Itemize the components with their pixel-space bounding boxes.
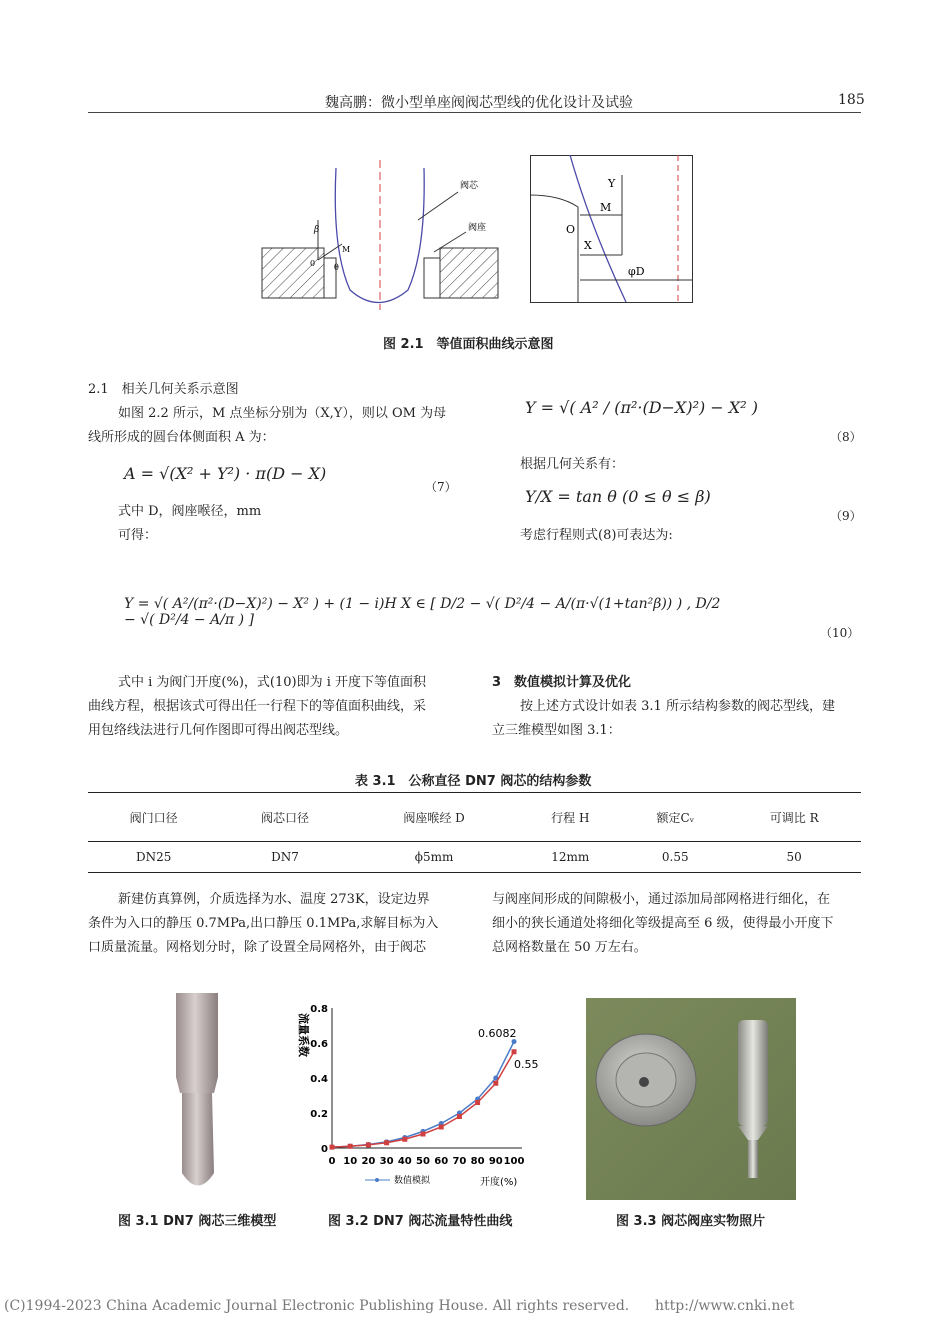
o-label-right: O <box>566 223 576 236</box>
para-left-line1: 式中 i 为阀门开度(%)，式(10)即为 i 开度下等值面积 <box>118 675 427 690</box>
running-title: 魏高鹏：微小型单座阀阀芯型线的优化设计及试验 <box>325 95 633 111</box>
valve-spool <box>738 1020 768 1126</box>
y-label: Y <box>608 177 616 190</box>
data-point <box>457 1114 462 1119</box>
y-tick-label: 0.6 <box>310 1039 328 1050</box>
x-tick-label: 60 <box>434 1156 449 1167</box>
theta-label: θ <box>334 263 339 272</box>
table-header-cell: 阀芯口径 <box>219 793 350 842</box>
table-header-cell: 阀门口径 <box>88 793 219 842</box>
table-header-cell: 可调比 R <box>727 793 861 842</box>
sim-left-line1: 新建仿真算例，介质选择为水、温度 273K，设定边界 <box>118 892 430 907</box>
travel-text: 考虑行程则式(8)可表达为: <box>520 528 673 543</box>
x-axis-label: 开度(%) <box>480 1177 518 1188</box>
header-rule <box>88 112 861 113</box>
geometry-text: 根据几何关系有： <box>520 457 625 472</box>
x-tick-label: 0 <box>328 1156 336 1167</box>
data-point <box>366 1142 371 1147</box>
parameter-table <box>88 792 861 873</box>
section-3-heading: 3 数值模拟计算及优化 <box>492 675 632 690</box>
data-point <box>402 1137 407 1142</box>
table-cell: DN7 <box>219 842 350 873</box>
x-tick-label: 70 <box>452 1156 467 1167</box>
seat-label: 阀座 <box>468 223 487 233</box>
y-axis-label: 流量系数 <box>297 1013 310 1057</box>
x-tick-label: 10 <box>343 1156 358 1167</box>
table-cell: DN25 <box>88 842 219 873</box>
table-cell: 0.55 <box>623 842 727 873</box>
figure-3-2-caption: 图 3.2 DN7 阀芯流量特性曲线 <box>328 1214 513 1229</box>
m-label-right: M <box>600 201 612 214</box>
data-point <box>439 1125 444 1130</box>
legend-marker <box>375 1178 379 1182</box>
table-cell: 12mm <box>517 842 623 873</box>
table-header-row <box>88 793 861 842</box>
seat-right-block <box>440 248 498 298</box>
table-3-1-caption: 表 3.1 公称直径 DN7 阀芯的结构参数 <box>355 774 592 789</box>
x-tick-label: 30 <box>379 1156 394 1167</box>
annotation-0-6082: 0.6082 <box>478 1027 517 1040</box>
section-2-1-line1: 如图 2.2 所示，M 点坐标分别为（X,Y），则以 OM 为母 <box>118 406 447 421</box>
x-tick-label: 90 <box>488 1156 503 1167</box>
equation-9: Y/X = tan θ (0 ≤ θ ≤ β) <box>525 487 711 506</box>
m-label-left: M <box>342 245 351 254</box>
section-3-line1: 按上述方式设计如表 3.1 所示结构参数的阀芯型线，建 <box>520 699 835 714</box>
d-label: φD <box>628 265 645 278</box>
page-number: 185 <box>838 92 865 108</box>
section-2-1-heading: 2.1 相关几何关系示意图 <box>88 382 239 397</box>
sim-left-line3: 口质量流量。网格划分时，除了设置全局网格外，由于阀芯 <box>88 940 427 955</box>
figure-3-2-chart <box>290 993 548 1193</box>
equation-10: Y = √( A²/(π²·(D−X)²) − X² ) + (1 − i)H X ∈ [ D/2 − √( D²/4 − A/(π·√(1+tan²β)) ) , D/2 − √( D²/4 − A/π ) ] <box>124 596 721 628</box>
data-point <box>493 1081 498 1086</box>
seat-left-block <box>262 248 324 298</box>
equation-7: A = √(X² + Y²) · π(D − X) <box>124 464 327 483</box>
equation-8: Y = √( A² / (π²·(D−X)²) − X² ) <box>525 398 758 417</box>
table-row <box>88 842 861 873</box>
equation-9-number: （9） <box>830 509 862 523</box>
cnki-link[interactable]: http://www.cnki.net <box>655 1298 795 1314</box>
o-label-left: 0 <box>310 259 316 268</box>
para-left-line2: 曲线方程，根据该式可得出任一行程下的等值面积曲线，采 <box>88 699 427 714</box>
figure-2-1-left <box>258 160 503 320</box>
data-point <box>348 1144 353 1149</box>
x-tick-label: 80 <box>470 1156 485 1167</box>
data-point <box>421 1132 426 1137</box>
figure-3-3-caption: 图 3.3 阀芯阀座实物照片 <box>616 1214 766 1229</box>
section-2-1-line2: 线所形成的圆台体侧面积 A 为： <box>88 430 275 445</box>
x-label: X <box>584 239 592 252</box>
y-tick-label: 0.8 <box>310 1004 328 1015</box>
figure-3-1-model <box>158 993 254 1199</box>
sim-right-line2: 细小的狭长通道处将细化等级提高至 6 级，使得最小开度下 <box>492 916 834 931</box>
table-cell: 50 <box>727 842 861 873</box>
data-point <box>330 1145 335 1150</box>
table-header-cell: 行程 H <box>517 793 623 842</box>
copyright-footer: (C)1994-2023 China Academic Journal Electronic Publishing House. All rights reserved. <box>4 1298 630 1314</box>
y-tick-label: 0 <box>321 1144 328 1155</box>
y-tick-label: 0.2 <box>310 1109 328 1120</box>
spool-label: 阀芯 <box>460 181 479 191</box>
spool-tip <box>182 1093 214 1186</box>
figure-2-1-right <box>530 155 694 305</box>
equation-7-number: （7） <box>425 480 457 494</box>
para-left-line3: 用包络线法进行几何作图即可得出阀芯型线。 <box>88 723 349 738</box>
y-tick-label: 0.4 <box>310 1074 328 1085</box>
annotation-0-55: 0.55 <box>514 1058 539 1071</box>
equation-8-number: （8） <box>830 430 862 444</box>
figure-2-1-caption: 图 2.1 等值面积曲线示意图 <box>383 337 554 352</box>
figure-3-3-photo <box>586 998 796 1200</box>
data-point <box>475 1100 480 1105</box>
x-tick-label: 100 <box>503 1156 525 1167</box>
section-2-1-line3: 式中 D，阀座喉径，mm <box>118 504 262 519</box>
beta-label: β <box>314 225 320 235</box>
section-2-1-line4: 可得： <box>118 528 158 543</box>
table-header-cell: 阀座喉经 D <box>351 793 518 842</box>
x-tick-label: 20 <box>361 1156 376 1167</box>
x-tick-label: 40 <box>397 1156 412 1167</box>
figure-3-1-caption: 图 3.1 DN7 阀芯三维模型 <box>118 1214 277 1229</box>
data-point <box>512 1049 517 1054</box>
table-header-cell: 额定Cᵥ <box>623 793 727 842</box>
table-cell: ϕ5mm <box>351 842 518 873</box>
section-3-line2: 立三维模型如图 3.1： <box>492 723 621 738</box>
equation-10-number: （10） <box>820 626 860 640</box>
sim-right-line1: 与阀座间形成的间隙极小，通过添加局部网格进行细化，在 <box>492 892 831 907</box>
data-point <box>384 1140 389 1145</box>
spool-body <box>176 993 218 1077</box>
legend-label: 数值模拟 <box>394 1176 431 1186</box>
sim-right-line3: 总网格数量在 50 万左右。 <box>492 940 647 955</box>
sim-left-line2: 条件为入口的静压 0.7MPa,出口静压 0.1MPa,求解目标为入 <box>88 916 439 931</box>
x-tick-label: 50 <box>416 1156 430 1167</box>
